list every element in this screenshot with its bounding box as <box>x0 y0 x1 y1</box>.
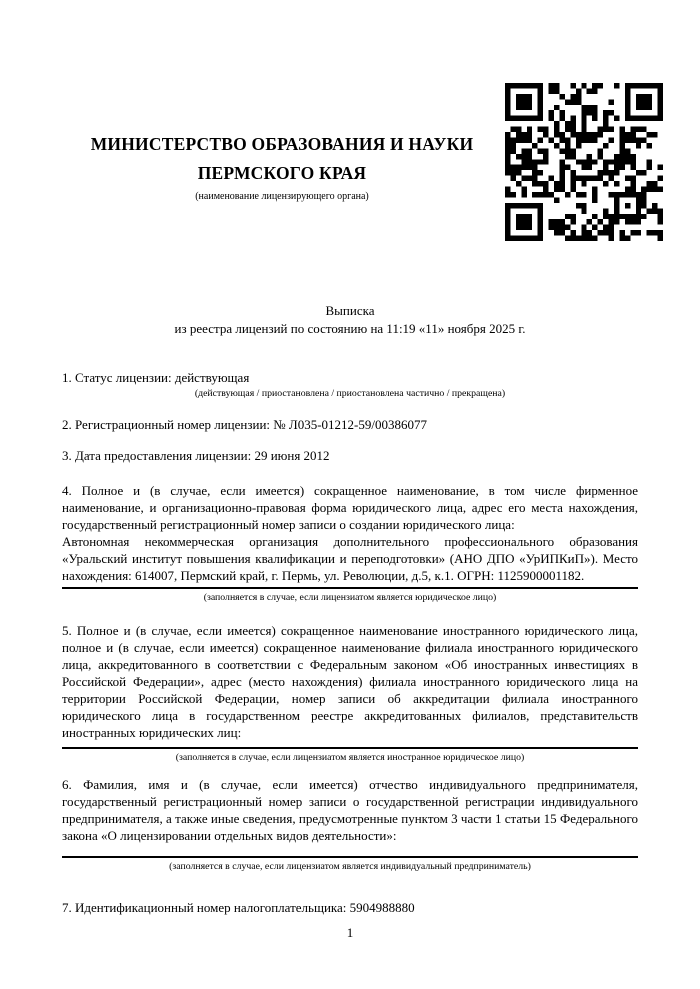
item-7-text: 7. Идентификационный номер налогоплательщика: 5904988880 <box>62 900 415 915</box>
item-5-note: (заполняется в случае, если лицензиатом является иностранное юридическое лицо) <box>175 752 525 763</box>
fill-in-line <box>62 856 638 858</box>
ministry-name-line2: ПЕРМСКОГО КРАЯ <box>197 163 367 183</box>
item-1-license-status <box>62 369 638 400</box>
ministry-name-line1: МИНИСТЕРСТВО ОБРАЗОВАНИЯ И НАУКИ <box>90 134 474 154</box>
item-1-note: (действующая / приостановлена / приостановлена частично / прекращена) <box>194 388 506 399</box>
qr-code <box>505 83 663 241</box>
item-6-note: (заполняется в случае, если лицензиатом является индивидуальный предприниматель) <box>169 861 531 872</box>
item-5-text: 5. Полное и (в случае, если имеется) сокращенное наименование иностранного юридического лица, полное и (в случае, если имеется) сокращенное наименование филиала иностранного юридического лица, аккредитованного в соответствии с Федеральным законом «Об иностранных инвестициях в Российской Федерации», адрес (место нахождения) филиала иностранного юридического лица на территории Российской Федерации, номер записи об аккредитации филиала иностранного юридического лица в государственном реестре аккредитованных филиалов, представительств иностранных юридических лиц: <box>62 623 638 740</box>
document-title <box>62 302 638 337</box>
item-5-foreign-entity <box>62 622 638 764</box>
page-number: 1 <box>346 925 354 940</box>
document-title-line1: Выписка <box>325 303 375 318</box>
item-6-individual-entrepreneur <box>62 776 638 873</box>
item-2-text: 2. Регистрационный номер лицензии: № Л035-01212-59/00386077 <box>62 417 428 432</box>
item-4-text: 4. Полное и (в случае, если имеется) сокращенное наименование, в том числе фирменное наименование, и организационно-правовая форма юридического лица, адрес его места нахождения, государственный регистрационный номер записи о создании юридического лица: <box>62 483 638 532</box>
item-3-grant-date <box>62 447 638 464</box>
item-4-value: Автономная некоммерческая организация дополнительного профессионального образования «Уральский институт повышения квалификации и переподготовки» (АНО ДПО «УрИПКиП»). Место нахождения: 614007, Пермский край, г. Пермь, ул. Революции, д.5, к.1. ОГРН: 1125900001182. <box>62 534 638 583</box>
ministry-caption: (наименование лицензирующего органа) <box>195 191 369 202</box>
item-7-taxpayer-number <box>62 899 638 916</box>
item-3-text: 3. Дата предоставления лицензии: 29 июня 2012 <box>62 448 330 463</box>
fill-in-line <box>62 747 638 749</box>
document-title-line2: из реестра лицензий по состоянию на 11:19 «11» ноября 2025 г. <box>174 320 526 336</box>
licensing-authority-header <box>62 130 502 203</box>
item-2-registration-number <box>62 416 638 433</box>
item-4-legal-entity <box>62 482 638 604</box>
item-1-text: 1. Статус лицензии: действующая <box>62 370 250 385</box>
item-4-note: (заполняется в случае, если лицензиатом является юридическое лицо) <box>203 592 497 603</box>
item-6-text: 6. Фамилия, имя и (в случае, если имеется) отчество индивидуального предпринимателя, государственный регистрационный номер записи о государственной регистрации индивидуального предпринимателя, а также иные сведения, предусмотренные пунктом 3 части 1 статьи 15 Федерального закона «О лицензировании отдельных видов деятельности»: <box>62 777 638 843</box>
fill-in-line <box>62 587 638 589</box>
